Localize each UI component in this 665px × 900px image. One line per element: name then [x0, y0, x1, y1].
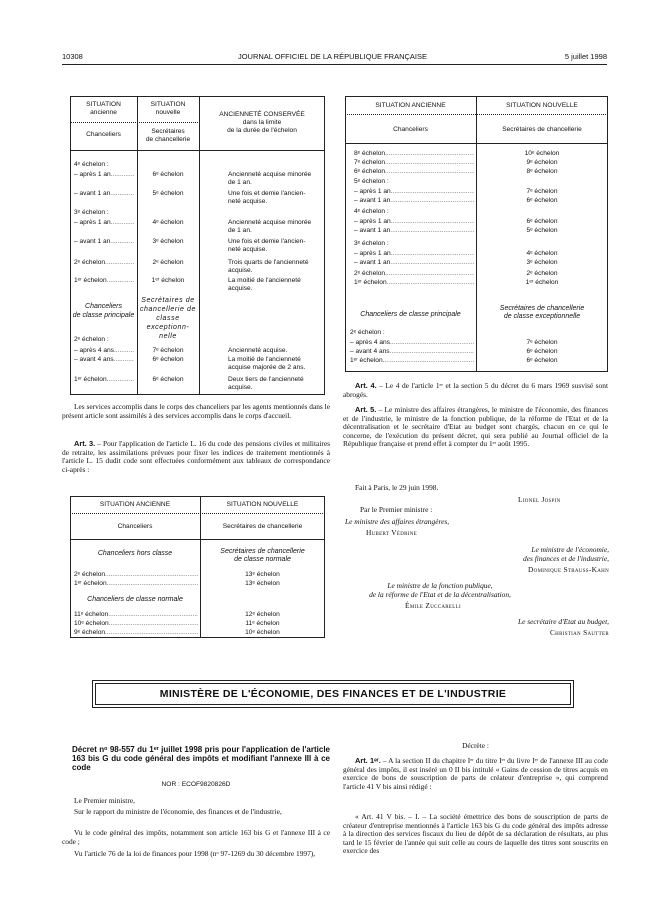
t1-row-a-text: 1ᵉʳ échelon — [74, 277, 107, 284]
t1-col1-head: SITUATION ancienne — [86, 101, 121, 116]
t1-row2-b: 6ᵉ échelon — [152, 376, 184, 383]
t1-row-a-text: 4ᵉ échelon : — [74, 161, 109, 168]
t1-row2-b: 6ᵉ échelon — [152, 356, 184, 363]
art3-label: Art. 3. — [74, 439, 96, 448]
t1-row-a-text: – avant 1 an — [74, 238, 111, 245]
decree-title: Décret nᵒ 98-557 du 1ᵉʳ juillet 1998 pris pour l'application de l'article 163 bis G du code général des impôts et modifiant l'annexe III à ce code — [72, 745, 330, 773]
leader-dots — [114, 347, 134, 355]
t1-row-a-text: 2ᵉ échelon — [74, 259, 106, 266]
t3-row1-a-text: 3ᵉ échelon : — [354, 240, 389, 247]
t1-row-c: Une fois et demie l'ancien- neté acquise. — [228, 190, 306, 205]
t3-col2-sub: Secrétaires de chancellerie — [502, 126, 582, 133]
t3-row2-b: 6ᵉ échelon — [526, 348, 558, 355]
sig2-title: Le ministre de l'économie, des finances et de l'industrie, — [523, 545, 609, 563]
t1-row-a-text: – avant 1 an — [74, 190, 111, 197]
t3-row1-a — [354, 188, 474, 196]
t1-group-b: Secrétaires de chancellerie de classe exceptionn- nelle — [139, 297, 197, 340]
t1-row2-a-text: – avant 4 ans — [74, 356, 114, 363]
t3-row2-a — [350, 348, 474, 356]
leader-dots — [391, 250, 474, 258]
sig4-name: Christian Sautter — [549, 628, 609, 637]
t3-row2-a — [350, 339, 474, 347]
leader-dots — [390, 339, 474, 347]
t2-row2-a — [74, 620, 198, 628]
decree-decrete: Décrète : — [462, 741, 489, 750]
pm-name: Lionel Jospin — [518, 495, 561, 504]
t3-row1-a — [354, 218, 474, 226]
art3-text: – Pour l'application de l'article L. 16 du code des pensions civiles et militaires de retraite, les assimilations prévues pour fixer les indices de traitement mentionnés à l'article L. 15 dudit code sont effectuées conformément aux tableaux de correspondance ci-après : — [62, 439, 330, 474]
t2-row2-a — [74, 629, 198, 637]
leader-dots — [105, 259, 134, 267]
art4-label: Art. 4. — [355, 381, 377, 390]
t3-row1-a — [354, 279, 474, 287]
leader-dots — [385, 270, 474, 278]
t3-row1-a — [354, 197, 474, 205]
t1-row-b: 2ᵉ échelon — [152, 259, 184, 266]
leader-dots — [383, 357, 474, 365]
t2-row2-b: 11ᵉ échelon — [245, 620, 280, 627]
decree-art1 — [343, 757, 608, 791]
sig1-name: Hubert Védrine — [366, 528, 418, 537]
t3-row1-a — [354, 159, 474, 167]
pm-by: Par le Premier ministre : — [360, 505, 433, 514]
decree-p4: Vu l'article 76 de la loi de finances pour 1998 (nᵒ 97-1269 du 30 décembre 1997), — [74, 849, 316, 858]
t1-row-c: Ancienneté acquise minorée de 1 an. — [228, 171, 312, 186]
t3-row1-a — [354, 208, 474, 216]
article-5 — [343, 406, 608, 449]
leader-dots — [387, 279, 474, 287]
t3-col1-sub: Chanceliers — [393, 126, 428, 133]
t3-row1-b: 2ᵉ échelon — [526, 270, 558, 277]
t1-row-a — [74, 259, 134, 267]
t1-col2-sub: Secrétaires de chancellerie — [145, 128, 191, 143]
sig3-name: Émile Zuccarelli — [405, 601, 461, 610]
leader-dots — [391, 188, 474, 196]
leader-dots — [111, 171, 134, 179]
t3-row1-b: 1ᵉʳ échelon — [525, 279, 559, 286]
t3-row1-a — [354, 259, 474, 267]
place-date: Fait à Paris, le 29 juin 1998. — [355, 483, 439, 492]
leader-dots — [107, 277, 134, 285]
t3-row1-a-text: – avant 1 an — [354, 259, 391, 266]
decree-p1: Le Premier ministre, — [74, 796, 135, 805]
ministry-banner — [92, 680, 574, 708]
article-4 — [343, 382, 608, 399]
sig3-title: Le ministre de la fonction publique, de la réforme de l'Etat et de la décentralisation, — [369, 581, 511, 599]
t1-row2-a — [74, 376, 134, 384]
t3-row1-a-text: 7ᵉ échelon — [354, 159, 386, 166]
t3-row2-b: 7ᵉ échelon — [526, 339, 558, 346]
t3-row1-a — [354, 227, 474, 235]
art1-text: – A la section II du chapitre Iᵉʳ du titre Iᵉʳ du livre Iᵉʳ de l'annexe III au code général des impôts, il est inséré un 0 II bis intitulé « Gains de cession de titres acquis en exercice de bons de souscription de parts de créateur d'entreprise », qui comprend l'article 41 V bis ainsi rédigé : — [343, 756, 608, 791]
t3-row1-a-text: 5ᵉ échelon : — [354, 178, 389, 185]
t2-col2-sub: Secrétaires de chancellerie — [222, 523, 303, 530]
t3-row2-a-text: – après 4 ans — [350, 339, 390, 346]
t2-col2-head: SITUATION NOUVELLE — [226, 501, 299, 508]
t2-group1-b: Secrétaires de chancellerie de classe normale — [220, 548, 305, 563]
t3-row1-a-text: – avant 1 an — [354, 197, 391, 204]
t3-row2-a-text: 2ᵉ échelon : — [350, 329, 385, 336]
t3-row1-a-text: 8ᵉ échelon — [354, 150, 386, 157]
t2-row2-b: 12ᵉ échelon — [245, 611, 280, 618]
t3-row2-a-text: 1ᵉʳ échelon — [350, 357, 383, 364]
decree-p3: Vu le code général des impôts, notamment son article 163 bis G et l'annexe III à ce code ; — [62, 828, 330, 846]
art5-text: – Le ministre des affaires étrangères, le ministre de l'économie, des finances et de l'industrie, le ministre de la fonction publique, de la réforme de l'Etat et de la décentralisation et le secrétaire d'Etat au budget sont chargés, chacun en ce qui le concerne, de l'exécution du présent décret, qui sera publié au Journal officiel de la République française et prend effet à compter du 1ᵉʳ août 1995. — [343, 405, 608, 449]
header-rule — [62, 64, 607, 65]
t1-col1-sub: Chanceliers — [86, 131, 121, 138]
t3-row1-b: 10ᵉ échelon — [524, 150, 560, 157]
t2-group2-a: Chanceliers de classe normale — [87, 596, 183, 603]
t1-row-c: Trois quarts de l'ancienneté acquise. — [228, 259, 309, 274]
decree-art41: « Art. 41 V bis. – I. – La société émettrice des bons de souscription de parts de créateur d'entreprise mentionnés à l'article 163 bis G du code général des impôts adresse à la direction des services fiscaux du lieu de dépôt de sa déclaration de résultats, au plus tard le 15 février de l'année qui suit celle au cours de laquelle des titres sont souscrits en exercice des — [343, 812, 608, 856]
t2-row1-a — [74, 580, 198, 588]
t1-row2-a-text: – après 4 ans — [74, 347, 114, 354]
leader-dots — [109, 620, 198, 628]
t3-row1-a-text: 1ᵉʳ échelon — [354, 279, 387, 286]
t1-row2-b: 7ᵉ échelon — [152, 347, 184, 354]
t1-row-a — [74, 238, 134, 246]
t3-group-b: Secrétaires de chancellerie de classe exceptionnelle — [499, 305, 585, 320]
services-paragraph: Les services accomplis dans le corps des chanceliers par les agents mentionnés dans le présent article sont assimilés à des services accomplis dans le corps d'accueil. — [62, 402, 330, 420]
leader-dots — [110, 238, 134, 246]
t3-row1-a-text: – après 1 an — [354, 188, 391, 195]
t1-row-a — [74, 277, 134, 285]
leader-dots — [110, 190, 134, 198]
t2-row2-a — [74, 611, 198, 619]
t3-row1-b: 4ᵉ échelon — [526, 250, 558, 257]
sig4-title: Le secrétaire d'Etat au budget, — [517, 617, 609, 626]
t3-row1-a-text: 4ᵉ échelon : — [354, 208, 389, 215]
t1-row2-a — [74, 356, 134, 364]
leader-dots — [107, 376, 134, 384]
t3-row1-a — [354, 150, 474, 158]
t3-row1-b: 8ᵉ échelon — [526, 168, 558, 175]
leader-dots — [385, 150, 474, 158]
leader-dots — [391, 218, 474, 226]
t3-row1-a — [354, 178, 474, 186]
t2-row2-a-text: 11ᵉ échelon — [74, 611, 109, 618]
sig1-title: Le ministre des affaires étrangères, — [345, 517, 450, 526]
leader-dots — [105, 629, 198, 637]
t3-row1-a — [354, 240, 474, 248]
t2-row2-a-text: 10ᵉ échelon — [74, 620, 109, 627]
t1-row-a-text: 3ᵉ échelon : — [74, 209, 109, 216]
t2-row1-a-text: 1ᵉʳ échelon — [74, 580, 107, 587]
t1-row-b: 4ᵉ échelon — [152, 219, 184, 226]
t3-row1-a — [354, 168, 474, 176]
art5-label: Art. 5. — [355, 405, 377, 414]
t1-row-c: La moitié de l'ancienneté acquise. — [228, 277, 301, 292]
t1-col3-head: ANCIENNETÉ CONSERVÉE dans la limite de la durée de l'échelon — [219, 111, 305, 134]
leader-dots — [390, 227, 474, 235]
t3-row1-a-text: 6ᵉ échelon — [354, 168, 386, 175]
t3-row1-a — [354, 250, 474, 258]
t2-col1-head: SITUATION ANCIENNE — [99, 501, 171, 508]
t1-row-c: Ancienneté acquise minorée de 1 an. — [228, 219, 312, 234]
t3-row1-a-text: – avant 1 an — [354, 227, 391, 234]
leader-dots — [108, 611, 198, 619]
leader-dots — [105, 571, 198, 579]
t1-row-a — [74, 190, 134, 198]
t3-row1-b: 3ᵉ échelon — [526, 259, 558, 266]
t3-row2-a — [350, 329, 474, 337]
t1-group-a: Chanceliers de classe principale — [72, 303, 135, 319]
leader-dots — [111, 219, 134, 227]
t1-row2-a-text: 2ᵉ échelon : — [74, 336, 109, 343]
t1-row-a — [74, 209, 134, 217]
t3-row2-b: 6ᵉ échelon — [526, 357, 558, 364]
t1-row-b: 1ᵉʳ échelon — [151, 277, 185, 284]
t1-row2-c: La moitié de l'ancienneté acquise majorée de 2 ans. — [228, 356, 306, 371]
t3-row2-a — [350, 357, 474, 365]
t1-row-a — [74, 171, 134, 179]
t1-row-b: 6ᵉ échelon — [152, 171, 184, 178]
t2-row2-b: 10ᵉ échelon — [245, 629, 280, 636]
t1-row-a — [74, 219, 134, 227]
t3-row1-b: 6ᵉ échelon — [526, 197, 558, 204]
journal-title: JOURNAL OFFICIEL DE LA RÉPUBLIQUE FRANÇAISE — [237, 52, 428, 61]
t3-row1-b: 5ᵉ échelon — [526, 227, 558, 234]
t1-row2-c: Deux tiers de l'ancienneté acquise. — [228, 376, 304, 391]
t3-row1-b: 9ᵉ échelon — [526, 159, 558, 166]
ministry-title: MINISTÈRE DE L'ÉCONOMIE, DES FINANCES ET DE L'INDUSTRIE — [159, 688, 507, 700]
t1-row2-a — [74, 347, 134, 355]
art1-label: Art. 1ᵉʳ. — [355, 756, 381, 765]
t3-col1-head: SITUATION ANCIENNE — [375, 102, 446, 109]
t2-row1-b: 13ᵉ échelon — [245, 571, 280, 578]
t1-row2-c: Ancienneté acquise. — [228, 347, 288, 354]
t1-row-c: Une fois et demie l'ancien- neté acquise. — [228, 238, 306, 253]
t1-row-a — [74, 161, 134, 169]
t2-row1-b: 13ᵉ échelon — [245, 580, 280, 587]
page-number: 10308 — [62, 52, 83, 61]
t3-row1-b: 7ᵉ échelon — [526, 188, 558, 195]
article-3 — [62, 440, 330, 474]
t3-row1-b: 6ᵉ échelon — [526, 218, 558, 225]
t3-group-a: Chanceliers de classe principale — [360, 311, 461, 318]
decree-nor: NOR : ECOF9820826D — [161, 781, 231, 788]
t1-col2-head: SITUATION nouvelle — [150, 101, 186, 116]
leader-dots — [390, 197, 474, 205]
t3-row2-a-text: – avant 4 ans — [350, 348, 390, 355]
t1-row2-a-text: 1ᵉʳ échelon — [74, 376, 107, 383]
t2-row1-a — [74, 571, 198, 579]
t3-col2-head: SITUATION NOUVELLE — [506, 102, 578, 109]
t3-row1-a — [354, 270, 474, 278]
leader-dots — [107, 580, 198, 588]
header-date: 5 juillet 1998 — [564, 52, 607, 61]
t1-row-a-text: – après 1 an — [74, 171, 111, 178]
t1-row-b: 5ᵉ échelon — [152, 190, 184, 197]
sig2-name: Dominique Strauss-Kahn — [528, 565, 609, 574]
leader-dots — [385, 159, 474, 167]
leader-dots — [114, 356, 134, 364]
t1-row-b: 3ᵉ échelon — [152, 238, 184, 245]
t1-row2-a — [74, 336, 134, 344]
leader-dots — [390, 259, 474, 267]
t1-row-a-text: – après 1 an — [74, 219, 111, 226]
t2-group1-a: Chanceliers hors classe — [97, 550, 173, 557]
leader-dots — [385, 168, 474, 176]
t3-row1-a-text: – après 1 an — [354, 218, 391, 225]
t2-row1-a-text: 2ᵉ échelon — [74, 571, 106, 578]
t2-col1-sub: Chanceliers — [117, 523, 153, 530]
art4-text: – Le 4 de l'article 1ᵉʳ et la section 5 du décret du 6 mars 1969 susvisé sont abrogés. — [343, 381, 609, 399]
t2-row2-a-text: 9ᵉ échelon — [74, 629, 106, 636]
leader-dots — [390, 348, 474, 356]
t3-row1-a-text: – après 1 an — [354, 250, 391, 257]
t3-row1-a-text: 2ᵉ échelon — [354, 270, 386, 277]
decree-p2: Sur le rapport du ministre de l'économie, des finances et de l'industrie, — [74, 807, 282, 816]
